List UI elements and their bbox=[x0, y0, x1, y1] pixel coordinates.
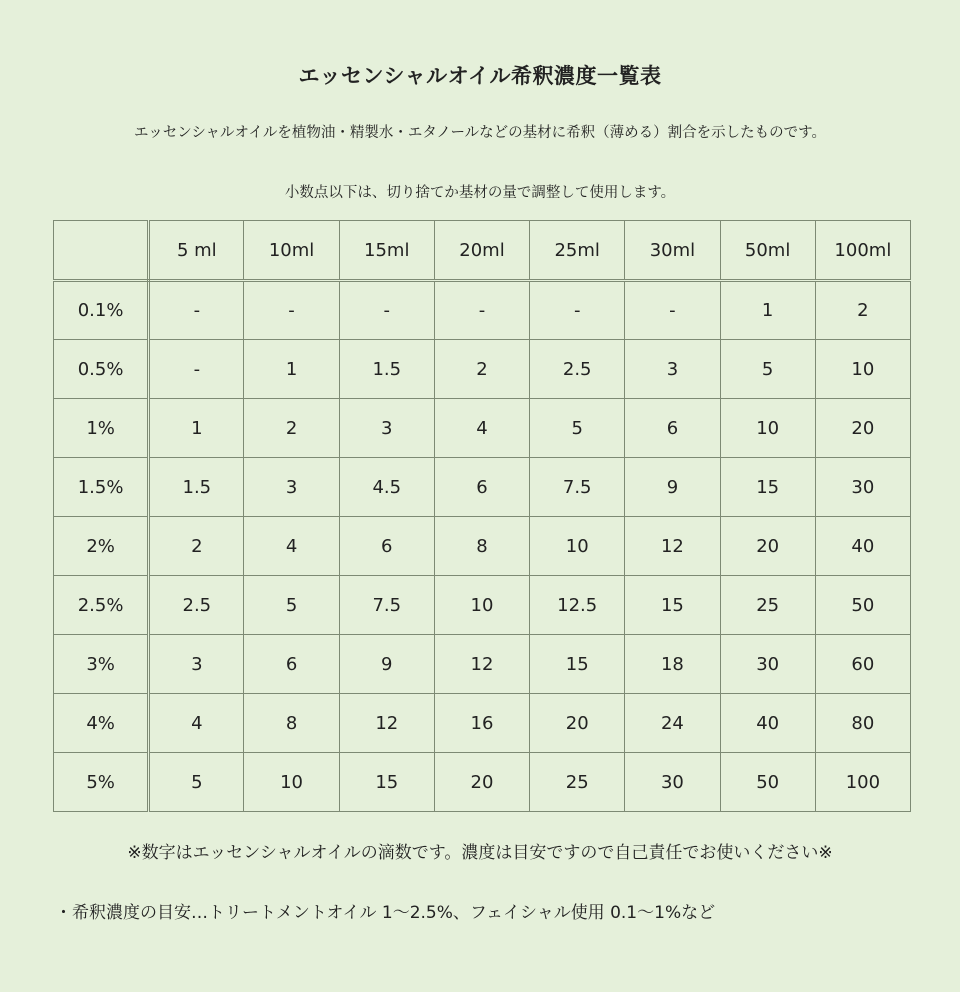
table-cell: 1 bbox=[720, 281, 815, 340]
table-cell: 10 bbox=[530, 517, 625, 576]
table-cell: 1.5 bbox=[149, 458, 244, 517]
table-cell: 24 bbox=[625, 694, 720, 753]
page-title: エッセンシャルオイル希釈濃度一覧表 bbox=[298, 64, 662, 88]
table-cell: 9 bbox=[339, 635, 434, 694]
table-cell: 50 bbox=[720, 753, 815, 812]
table-row bbox=[54, 399, 911, 458]
table-cell: 20 bbox=[720, 517, 815, 576]
table-cell: 15 bbox=[339, 753, 434, 812]
table-cell: - bbox=[434, 281, 529, 340]
table-cell: 80 bbox=[815, 694, 910, 753]
table-cell: 50 bbox=[815, 576, 910, 635]
table-cell: 5 bbox=[149, 753, 244, 812]
column-header: 15ml bbox=[339, 221, 434, 281]
corner-cell bbox=[54, 221, 149, 281]
rounding-note: 小数点以下は、切り捨てか基材の量で調整して使用します。 bbox=[284, 185, 676, 201]
table-cell: - bbox=[530, 281, 625, 340]
table-cell: 3 bbox=[625, 340, 720, 399]
row-header: 0.5% bbox=[54, 340, 149, 399]
concentration-guideline: ・希釈濃度の目安…トリートメントオイル 1～2.5%、フェイシャル使用 0.1～1%など bbox=[55, 903, 716, 923]
row-header: 1% bbox=[54, 399, 149, 458]
table-cell: 20 bbox=[530, 694, 625, 753]
table-cell: 1 bbox=[149, 399, 244, 458]
row-header: 2% bbox=[54, 517, 149, 576]
table-cell: - bbox=[625, 281, 720, 340]
table-cell: 5 bbox=[720, 340, 815, 399]
table-cell: 2.5 bbox=[530, 340, 625, 399]
table-cell: 12.5 bbox=[530, 576, 625, 635]
table-cell: 4 bbox=[434, 399, 529, 458]
table-cell: 25 bbox=[720, 576, 815, 635]
table-cell: 9 bbox=[625, 458, 720, 517]
table-cell: 15 bbox=[625, 576, 720, 635]
table-row bbox=[54, 694, 911, 753]
column-header: 50ml bbox=[720, 221, 815, 281]
table-cell: 3 bbox=[149, 635, 244, 694]
table-cell: 5 bbox=[530, 399, 625, 458]
table-cell: 10 bbox=[244, 753, 339, 812]
table-cell: 4 bbox=[149, 694, 244, 753]
table-cell: 6 bbox=[625, 399, 720, 458]
table-cell: 8 bbox=[244, 694, 339, 753]
table-cell: 30 bbox=[625, 753, 720, 812]
row-header: 1.5% bbox=[54, 458, 149, 517]
row-header: 5% bbox=[54, 753, 149, 812]
table-cell: 10 bbox=[815, 340, 910, 399]
table-cell: 7.5 bbox=[339, 576, 434, 635]
table-cell: 100 bbox=[815, 753, 910, 812]
column-header: 20ml bbox=[434, 221, 529, 281]
table-cell: 1.5 bbox=[339, 340, 434, 399]
table-row bbox=[54, 517, 911, 576]
table-cell: 8 bbox=[434, 517, 529, 576]
table-row bbox=[54, 753, 911, 812]
row-header: 4% bbox=[54, 694, 149, 753]
table-cell: 10 bbox=[434, 576, 529, 635]
table-cell: - bbox=[339, 281, 434, 340]
table-cell: - bbox=[149, 281, 244, 340]
table-cell: 6 bbox=[434, 458, 529, 517]
table-cell: 30 bbox=[720, 635, 815, 694]
table-row bbox=[54, 635, 911, 694]
column-header: 25ml bbox=[530, 221, 625, 281]
table-cell: 12 bbox=[434, 635, 529, 694]
table-cell: 60 bbox=[815, 635, 910, 694]
table-row bbox=[54, 458, 911, 517]
table-cell: 6 bbox=[244, 635, 339, 694]
table-cell: 3 bbox=[244, 458, 339, 517]
table-row bbox=[54, 340, 911, 399]
table-cell: 5 bbox=[244, 576, 339, 635]
table-cell: 3 bbox=[339, 399, 434, 458]
column-header: 100ml bbox=[815, 221, 910, 281]
column-header: 30ml bbox=[625, 221, 720, 281]
table-cell: 4 bbox=[244, 517, 339, 576]
table-cell: - bbox=[149, 340, 244, 399]
table-cell: 2 bbox=[815, 281, 910, 340]
drops-footnote: ※数字はエッセンシャルオイルの滴数です。濃度は目安ですので自己責任でお使いください※ bbox=[127, 843, 833, 863]
table-cell: 40 bbox=[720, 694, 815, 753]
table-cell: 18 bbox=[625, 635, 720, 694]
table-cell: 16 bbox=[434, 694, 529, 753]
table-cell: 20 bbox=[434, 753, 529, 812]
table-cell: 10 bbox=[720, 399, 815, 458]
table-cell: 2 bbox=[149, 517, 244, 576]
table-cell: 1 bbox=[244, 340, 339, 399]
table-cell: 12 bbox=[625, 517, 720, 576]
table-cell: 40 bbox=[815, 517, 910, 576]
column-header: 10ml bbox=[244, 221, 339, 281]
table-cell: - bbox=[244, 281, 339, 340]
table-cell: 2 bbox=[244, 399, 339, 458]
table-cell: 15 bbox=[530, 635, 625, 694]
row-header: 0.1% bbox=[54, 281, 149, 340]
table-cell: 2.5 bbox=[149, 576, 244, 635]
table-cell: 12 bbox=[339, 694, 434, 753]
table-cell: 20 bbox=[815, 399, 910, 458]
table-cell: 4.5 bbox=[339, 458, 434, 517]
table-cell: 15 bbox=[720, 458, 815, 517]
table-cell: 30 bbox=[815, 458, 910, 517]
row-header: 3% bbox=[54, 635, 149, 694]
description-text: エッセンシャルオイルを植物油・精製水・エタノールなどの基材に希釈（薄める）割合を示したものです。 bbox=[133, 125, 826, 141]
table-row bbox=[54, 281, 911, 340]
table-cell: 25 bbox=[530, 753, 625, 812]
table-cell: 6 bbox=[339, 517, 434, 576]
table-body bbox=[54, 281, 911, 812]
row-header: 2.5% bbox=[54, 576, 149, 635]
column-header: 5 ml bbox=[149, 221, 244, 281]
table-row bbox=[54, 576, 911, 635]
table-cell: 2 bbox=[434, 340, 529, 399]
header-row bbox=[54, 221, 911, 281]
table-cell: 7.5 bbox=[530, 458, 625, 517]
dilution-table bbox=[53, 220, 911, 812]
